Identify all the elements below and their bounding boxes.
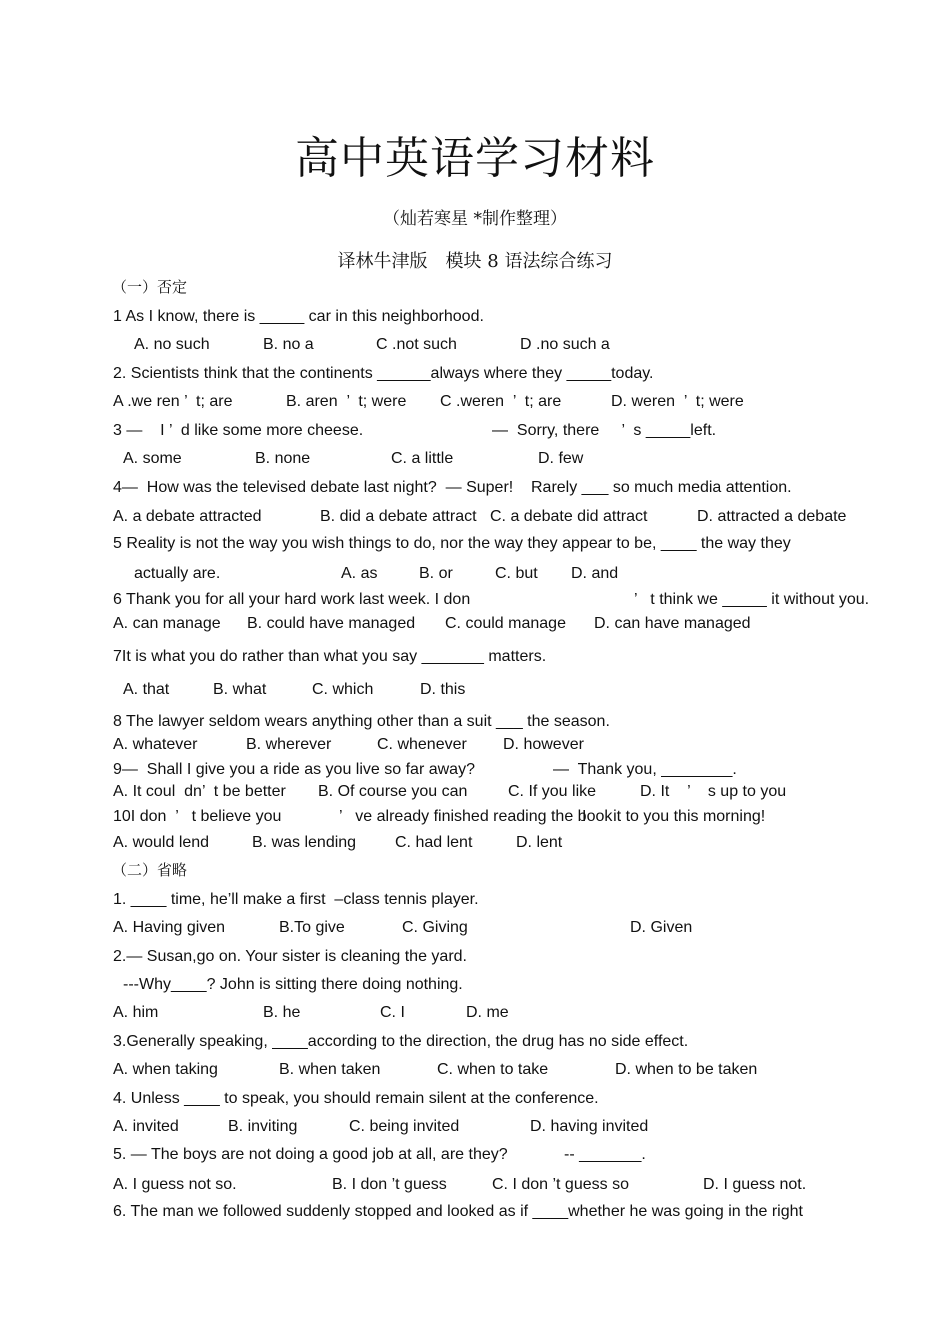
- option-d: D. attracted a debate: [697, 508, 847, 525]
- option-b: B. Of course you can: [318, 783, 468, 800]
- question-stem: 4. Unless ____ to speak, you should remain silent at the conference.: [113, 1090, 599, 1107]
- option-a: A. when taking: [113, 1061, 218, 1078]
- option-c: C. I don ’t guess so: [492, 1176, 629, 1193]
- option-b: B. I don ’t guess: [332, 1176, 447, 1193]
- option-b: B. inviting: [228, 1118, 298, 1135]
- question-reply: — Sorry, there ’ s _____left.: [492, 422, 717, 439]
- option-c: C. If you like: [508, 783, 597, 800]
- question-stem: 4— How was the televised debate last night? — Super! Rarely ___ so much media attention.: [113, 479, 792, 496]
- option-b: B. did a debate attract: [320, 508, 477, 525]
- option-b: B. none: [255, 450, 311, 467]
- option-b: B. wherever: [246, 736, 332, 753]
- option-c: C. had lent: [395, 834, 473, 851]
- option-a: A. would lend: [113, 834, 210, 851]
- option-d: D. I guess not.: [703, 1176, 807, 1193]
- question-stem: 7It is what you do rather than what you say _______ matters.: [113, 648, 547, 665]
- option-b: B. what: [213, 681, 267, 698]
- option-c: C .not such: [376, 336, 457, 353]
- option-b: B. when taken: [279, 1061, 381, 1078]
- option-d: D .no such a: [520, 336, 610, 353]
- option-b: B. he: [263, 1004, 301, 1021]
- option-b: B. no a: [263, 336, 314, 353]
- option-d: D. however: [503, 736, 584, 753]
- option-b: B. aren ’ t; were: [286, 393, 407, 410]
- question-stem-tail: ’ t think we _____ it without you.: [634, 591, 870, 608]
- question-stem: 6 Thank you for all your hard work last week. I don: [113, 591, 471, 608]
- option-a: A. invited: [113, 1118, 179, 1135]
- option-a: A. as: [341, 565, 378, 582]
- question-stem-tail: I it to you this morning!: [582, 808, 766, 825]
- question-stem: 5 Reality is not the way you wish things to do, nor the way they appear to be, ____ the way they: [113, 535, 791, 552]
- section-negation-label: （一）否定: [112, 278, 188, 296]
- question-stem: 9— Shall I give you a ride as you live so far away?: [113, 761, 475, 778]
- option-d: D. lent: [516, 834, 563, 851]
- question-reply: — Thank you, ________.: [553, 761, 737, 778]
- exercise-heading: 译林牛津版 模块 8 语法综合练习: [337, 251, 613, 272]
- question-stem: 1 As I know, there is _____ car in this neighborhood.: [113, 308, 484, 325]
- option-d: D. few: [538, 450, 584, 467]
- question-stem-continued: actually are.: [134, 565, 221, 582]
- question-stem: 8 The lawyer seldom wears anything other than a suit ___ the season.: [113, 713, 610, 730]
- option-a: A. him: [113, 1004, 159, 1021]
- option-b: B. was lending: [252, 834, 357, 851]
- page-subtitle: （灿若寒星 *制作整理）: [383, 209, 567, 229]
- option-d: D. Given: [630, 919, 693, 936]
- question-stem: 3 — I ’ d like some more cheese.: [113, 422, 364, 439]
- option-d: D. and: [571, 565, 619, 582]
- section-ellipsis-label: （二）省略: [112, 861, 188, 879]
- option-d: D. can have managed: [594, 615, 751, 632]
- question-stem: 1. ____ time, he’ll make a first –class tennis player.: [113, 891, 479, 908]
- option-a: A .we ren ’ t; are: [113, 393, 233, 410]
- option-d: D. having invited: [530, 1118, 649, 1135]
- option-c: C. whenever: [377, 736, 467, 753]
- question-stem: 10I don ’ t believe you: [113, 808, 282, 825]
- option-a: A. a debate attracted: [113, 508, 262, 525]
- option-c: C. which: [312, 681, 374, 698]
- question-stem: 5. — The boys are not doing a good job at all, are they?: [113, 1146, 508, 1163]
- option-b: B. could have managed: [247, 615, 416, 632]
- option-c: C. being invited: [349, 1118, 460, 1135]
- option-a: A. some: [123, 450, 182, 467]
- question-stem: 6. The man we followed suddenly stopped and looked as if ____whether he was going in the right: [113, 1203, 803, 1220]
- option-c: C. Giving: [402, 919, 468, 936]
- option-a: A. Having given: [113, 919, 226, 936]
- option-a: A. whatever: [113, 736, 198, 753]
- option-c: C .weren ’ t; are: [440, 393, 562, 410]
- option-c: C. could manage: [445, 615, 566, 632]
- option-b: B. or: [419, 565, 453, 582]
- question-stem: 3.Generally speaking, ____according to the direction, the drug has no side effect.: [113, 1033, 689, 1050]
- option-d: D. It ’ s up to you: [640, 783, 787, 800]
- option-c: C. but: [495, 565, 538, 582]
- option-d: D. me: [466, 1004, 509, 1021]
- option-d: D. weren ’ t; were: [611, 393, 744, 410]
- option-a: A. I guess not so.: [113, 1176, 237, 1193]
- option-a: A. that: [123, 681, 170, 698]
- option-c: C. a debate did attract: [490, 508, 648, 525]
- option-c: C. I: [380, 1004, 405, 1021]
- question-stem-continued: ---Why____? John is sitting there doing nothing.: [123, 976, 463, 993]
- option-a: A. can manage: [113, 615, 221, 632]
- option-d: D. this: [420, 681, 466, 698]
- option-b: B.To give: [279, 919, 345, 936]
- option-a: A. no such: [134, 336, 210, 353]
- question-stem: 2. Scientists think that the continents ______always where they _____today.: [113, 365, 654, 382]
- option-c: C. a little: [391, 450, 454, 467]
- page-title: 高中英语学习材料: [295, 133, 655, 184]
- question-reply: -- _______.: [564, 1146, 646, 1163]
- option-d: D. when to be taken: [615, 1061, 758, 1078]
- question-stem-middle: ’ ve already finished reading the book: [339, 808, 613, 825]
- option-a: A. It coul dn’ t be better: [113, 783, 286, 800]
- option-c: C. when to take: [437, 1061, 549, 1078]
- question-stem: 2.— Susan,go on. Your sister is cleaning the yard.: [113, 948, 467, 965]
